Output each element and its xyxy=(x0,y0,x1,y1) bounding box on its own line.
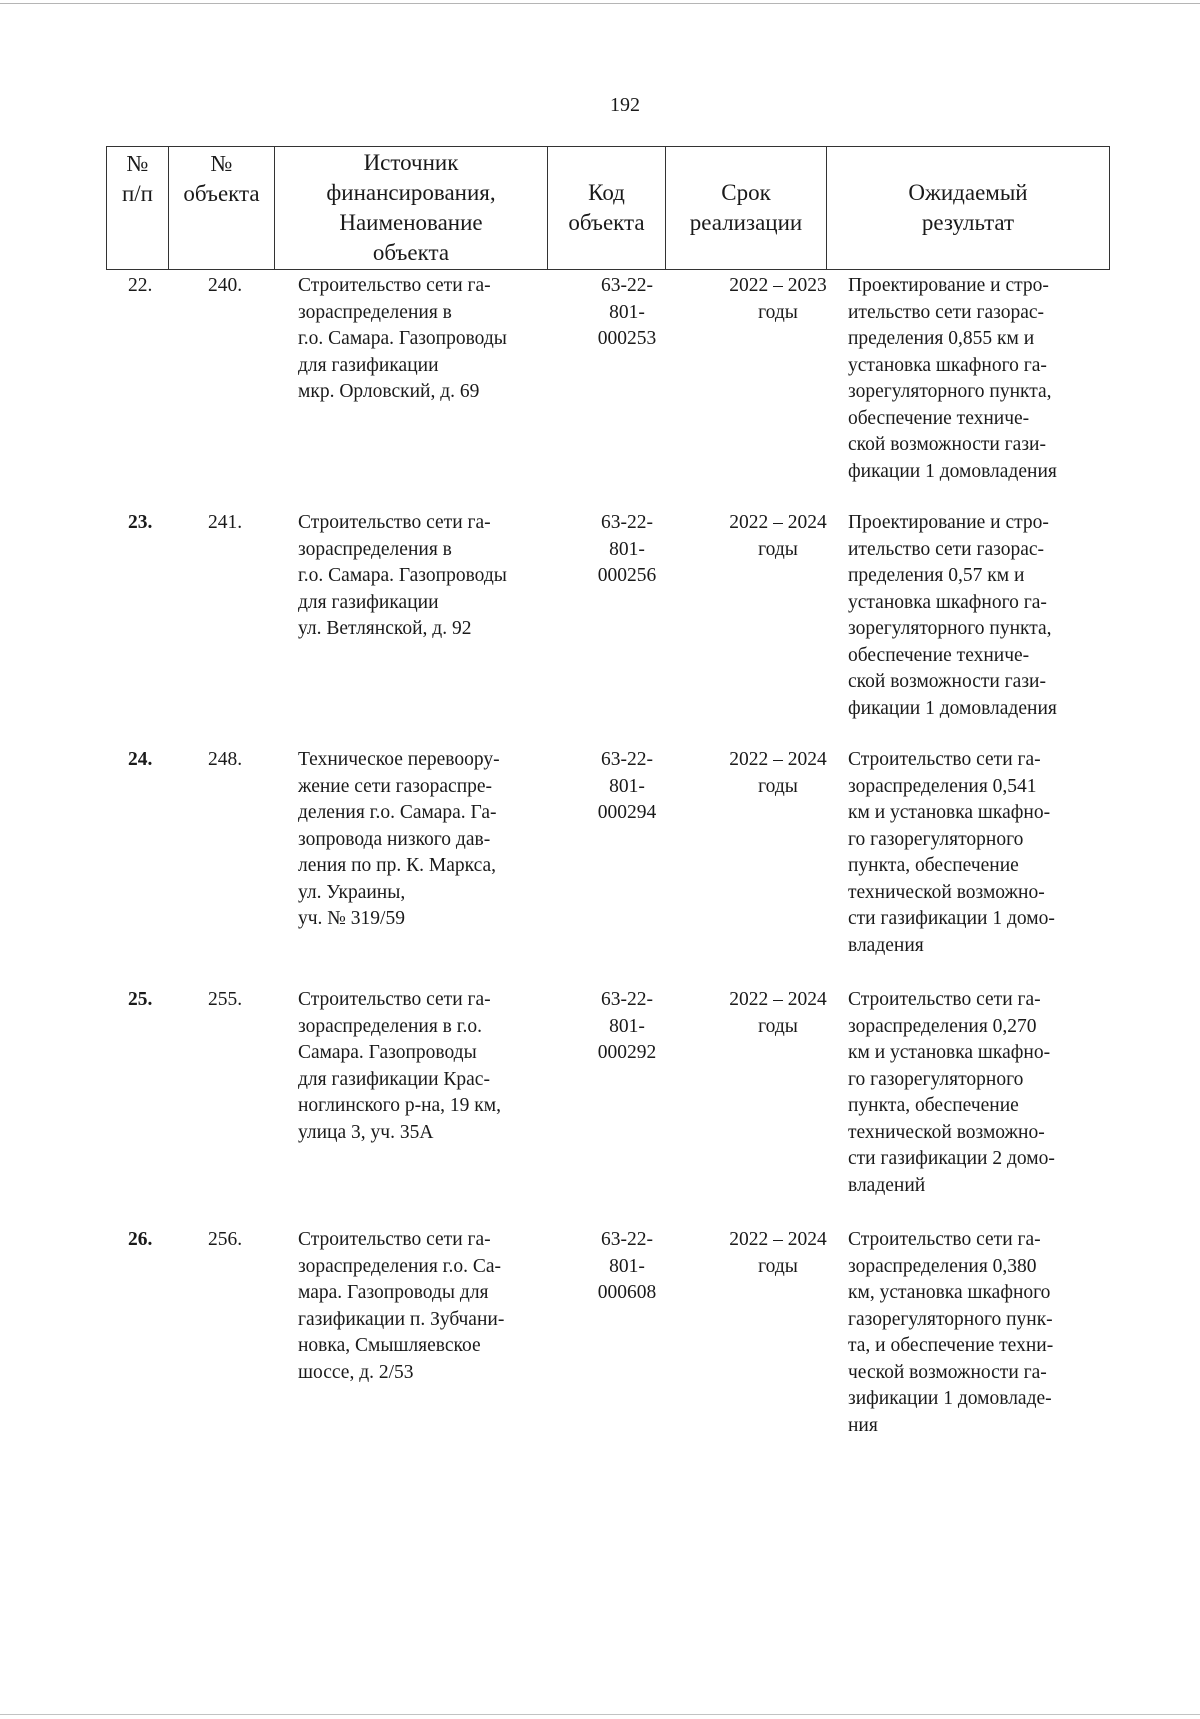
row-number: 24. xyxy=(128,749,153,770)
scan-bottom-edge xyxy=(0,1714,1200,1715)
page-number: 192 xyxy=(610,94,640,116)
row-number: 25. xyxy=(128,989,153,1010)
implementation-term: 2022 – 2024 годы xyxy=(729,749,827,797)
header-funding-source: Источник финансирования, Наименование объекта xyxy=(326,150,496,265)
object-number: 248. xyxy=(208,749,243,770)
object-code: 63-22- 801- 000608 xyxy=(597,1229,657,1303)
object-number: 255. xyxy=(208,989,243,1010)
object-number: 256. xyxy=(208,1229,243,1250)
object-code: 63-22- 801- 000253 xyxy=(597,275,657,349)
expected-result: Строительство сети га- зораспределения 0,270 км и установка шкафно- го газорегуляторного пункта, обеспечение технической возможно- сти газификации 2 домо- владений xyxy=(848,989,1055,1196)
row-number: 26. xyxy=(128,1229,153,1250)
expected-result: Строительство сети га- зораспределения 0,380 км, установка шкафного газорегуляторного пунк- та, и обеспечение техни- ческой возможности га- зификации 1 домовладе- ния xyxy=(848,1229,1054,1436)
table-header xyxy=(106,146,1110,270)
header-object-number: № объекта xyxy=(183,151,260,206)
implementation-term: 2022 – 2024 годы xyxy=(729,989,827,1037)
row-number: 23. xyxy=(128,512,153,533)
object-name: Техническое перевоору- жение сети газораспре- деления г.о. Самара. Га- зопровода низкого дав- ления по пр. К. Маркса, ул. Украины, уч. № 319/59 xyxy=(298,749,500,929)
object-number: 240. xyxy=(208,275,243,296)
scan-top-edge xyxy=(0,3,1200,4)
implementation-term: 2022 – 2023 годы xyxy=(729,275,827,323)
header-object-code: Код объекта xyxy=(568,180,645,235)
expected-result: Проектирование и стро- ительство сети газорас- пределения 0,57 км и установка шкафного га- зорегуляторного пункта, обеспечение техниче- ской возможности гази- фикации 1 домовладения xyxy=(848,512,1057,719)
object-name: Строительство сети га- зораспределения в г.о. Самара. Газопроводы для газификации ул. Ветлянской, д. 92 xyxy=(298,512,507,639)
object-code: 63-22- 801- 000256 xyxy=(597,512,657,586)
object-name: Строительство сети га- зораспределения в г.о. Самара. Газопроводы для газификации мкр. Орловский, д. 69 xyxy=(298,275,507,402)
header-expected-result: Ожидаемый результат xyxy=(908,180,1028,235)
expected-result: Проектирование и стро- ительство сети газорас- пределения 0,855 км и установка шкафного га- зорегуляторного пункта, обеспечение техниче- ской возможности гази- фикации 1 домовладения xyxy=(848,275,1057,482)
object-code: 63-22- 801- 000294 xyxy=(597,749,657,823)
object-code: 63-22- 801- 000292 xyxy=(597,989,657,1063)
implementation-term: 2022 – 2024 годы xyxy=(729,1229,827,1277)
implementation-term: 2022 – 2024 годы xyxy=(729,512,827,560)
expected-result: Строительство сети га- зораспределения 0,541 км и установка шкафно- го газорегуляторного пункта, обеспечение технической возможно- сти газификации 1 домо- владения xyxy=(848,749,1055,956)
header-term: Срок реализации xyxy=(689,180,803,235)
object-name: Строительство сети га- зораспределения в г.о. Самара. Газопроводы для газификации Крас- ноглинского р-на, 19 км, улица 3, уч. 35А xyxy=(298,989,501,1143)
row-number: 22. xyxy=(128,275,153,296)
object-number: 241. xyxy=(208,512,243,533)
object-name: Строительство сети га- зораспределения г.о. Са- мара. Газопроводы для газификации п. Зубчани- новка, Смышляевское шоссе, д. 2/53 xyxy=(298,1229,505,1383)
header-row-number: № п/п xyxy=(121,151,153,206)
